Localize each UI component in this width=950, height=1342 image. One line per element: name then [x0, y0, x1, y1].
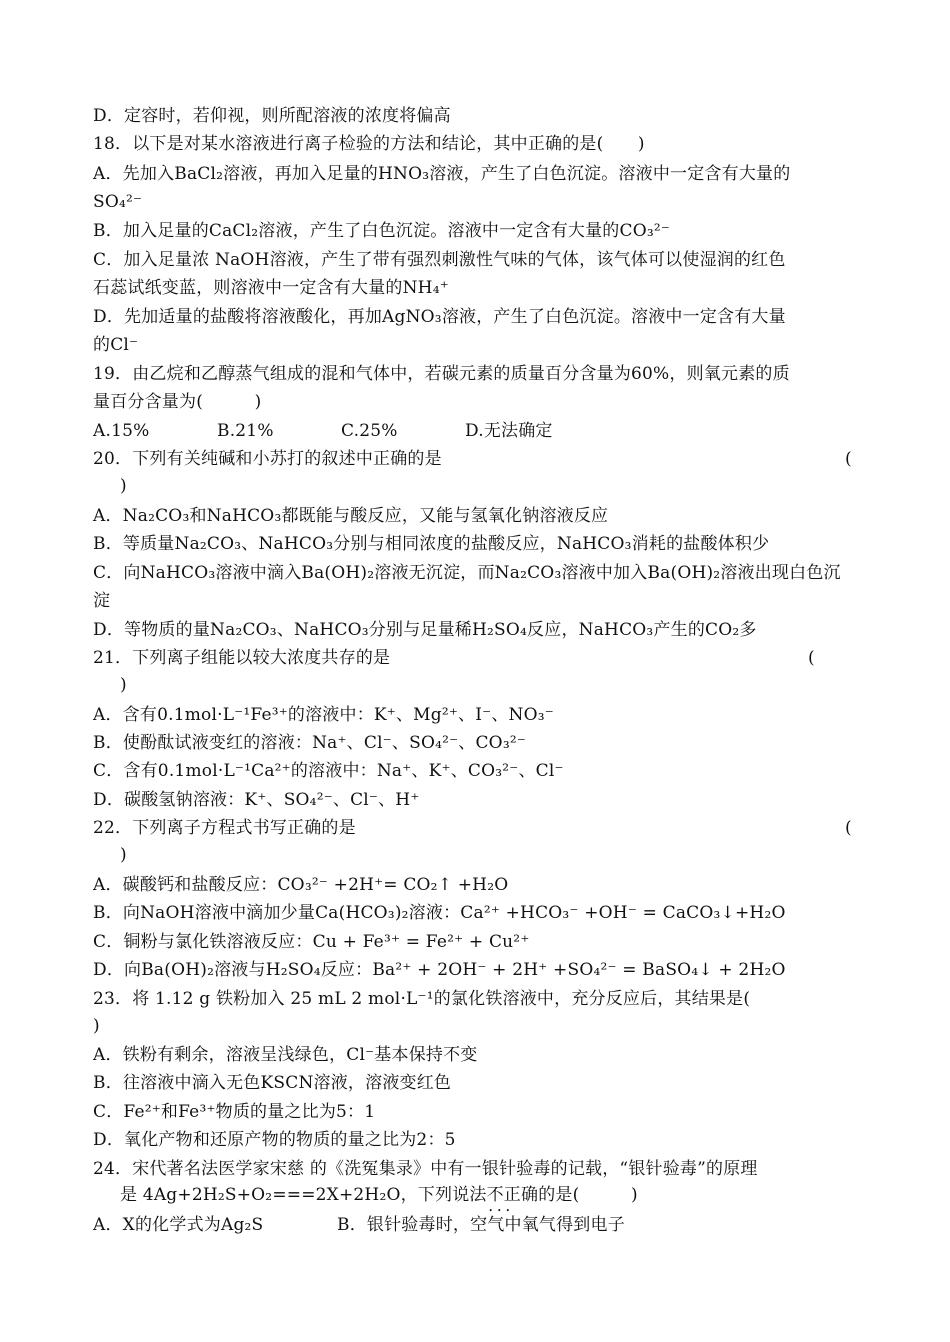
- option-18d-cont: 的Cl⁻: [93, 335, 139, 355]
- option-23d: D．氧化产物和还原产物的物质的量之比为2：5: [93, 1130, 456, 1150]
- answer-paren-open-22: (: [845, 818, 852, 838]
- option-18a-cont: SO₄²⁻: [93, 192, 143, 212]
- question-23: 23．将 1.12 g 铁粉加入 25 mL 2 mol·L⁻¹的氯化铁溶液中，充分反应后，其结果是(: [93, 989, 751, 1009]
- option-20d: D．等物质的量Na₂CO₃、NaHCO₃分别与足量稀H₂SO₄反应，NaHCO₃产生的CO₂多: [93, 620, 757, 640]
- choice-19b: B.21%: [217, 421, 274, 441]
- option-18b: B．加入足量的CaCl₂溶液，产生了白色沉淀。溶液中一定含有大量的CO₃²⁻: [93, 221, 671, 241]
- option-21a: A．含有0.1mol·L⁻¹Fe³⁺的溶液中：K⁺、Mg²⁺、I⁻、NO₃⁻: [93, 705, 554, 725]
- question-19: 19．由乙烷和乙醇蒸气组成的混和气体中，若碳元素的质量百分含量为60%，则氧元素的质: [93, 364, 790, 384]
- option-18a: A．先加入BaCl₂溶液，再加入足量的HNO₃溶液，产生了白色沉淀。溶液中一定含有大量的: [93, 164, 791, 184]
- answer-paren-close-22: ): [120, 845, 127, 865]
- option-20c: C．向NaHCO₃溶液中滴入Ba(OH)₂溶液无沉淀，而Na₂CO₃溶液中加入Ba(OH)₂溶液出现白色沉: [93, 563, 841, 583]
- choice-19d: D.无法确定: [465, 421, 553, 441]
- option-24a: A．X的化学式为Ag₂S: [93, 1215, 264, 1235]
- option-20c-cont: 淀: [93, 591, 111, 611]
- option-18c-cont: 石蕊试纸变蓝，则溶液中一定含有大量的NH₄⁺: [93, 278, 449, 298]
- option-24b: B．银针验毒时，空气中氧气得到电子: [337, 1215, 625, 1235]
- question-22: 22．下列离子方程式书写正确的是: [93, 818, 356, 838]
- question-24-equation: 是 4Ag+2H₂S+O₂===2X+2H₂O，下列说法: [120, 1185, 487, 1205]
- question-19-choices: [93, 420, 863, 442]
- emphasis-not-correct: 不正确 • • •: [487, 1185, 539, 1205]
- option-17d: D．定容时，若仰视，则所配溶液的浓度将偏高: [93, 106, 451, 126]
- question-18: 18．以下是对某水溶液进行离子检验的方法和结论，其中正确的是( ): [93, 134, 645, 154]
- option-18d: D．先加适量的盐酸将溶液酸化，再加AgNO₃溶液，产生了白色沉淀。溶液中一定含有大量: [93, 307, 786, 327]
- option-22d: D．向Ba(OH)₂溶液与H₂SO₄反应：Ba²⁺ + 2OH⁻ + 2H⁺ +SO₄²⁻ = BaSO₄↓ + 2H₂O: [93, 960, 786, 980]
- question-24-tail: 的是( ): [538, 1185, 638, 1205]
- question-23-cont: ): [93, 1016, 100, 1036]
- answer-paren-open-21: (: [808, 648, 815, 668]
- answer-paren-open-20: (: [845, 449, 852, 469]
- question-24-cont: [120, 1184, 890, 1206]
- option-20b: B．等质量Na₂CO₃、NaHCO₃分别与相同浓度的盐酸反应，NaHCO₃消耗的盐酸体积少: [93, 534, 770, 554]
- option-23a: A．铁粉有剩余，溶液呈浅绿色，Cl⁻基本保持不变: [93, 1045, 478, 1065]
- option-23b: B．往溶液中滴入无色KSCN溶液，溶液变红色: [93, 1073, 452, 1093]
- option-22a: A．碳酸钙和盐酸反应：CO₃²⁻ +2H⁺= CO₂↑ +H₂O: [93, 875, 509, 895]
- question-19-cont: 量百分含量为( ): [93, 392, 262, 412]
- option-22b: B．向NaOH溶液中滴加少量Ca(HCO₃)₂溶液：Ca²⁺ +HCO₃⁻ +OH⁻ = CaCO₃↓+H₂O: [93, 903, 786, 923]
- option-23c: C．Fe²⁺和Fe³⁺物质的量之比为5：1: [93, 1102, 376, 1122]
- question-21: 21．下列离子组能以较大浓度共存的是: [93, 648, 391, 668]
- option-22c: C．铜粉与氯化铁溶液反应：Cu + Fe³⁺ = Fe²⁺ + Cu²⁺: [93, 932, 530, 952]
- answer-paren-close-21: ): [120, 675, 127, 695]
- question-20: 20．下列有关纯碱和小苏打的叙述中正确的是: [93, 449, 442, 469]
- option-21c: C．含有0.1mol·L⁻¹Ca²⁺的溶液中：Na⁺、K⁺、CO₃²⁻、Cl⁻: [93, 761, 564, 781]
- option-18c: C．加入足量浓 NaOH溶液，产生了带有强烈刺激性气味的气体，该气体可以使湿润的红色: [93, 250, 786, 270]
- option-21b: B．使酚酞试液变红的溶液：Na⁺、Cl⁻、SO₄²⁻、CO₃²⁻: [93, 733, 527, 753]
- answer-paren-close-20: ): [120, 476, 127, 496]
- option-20a: A．Na₂CO₃和NaHCO₃都既能与酸反应，又能与氢氧化钠溶液反应: [93, 506, 609, 526]
- question-24: 24．宋代著名法医学家宋慈 的《洗冤集录》中有一银针验毒的记载，“银针验毒”的原理: [93, 1159, 758, 1179]
- choice-19c: C.25%: [341, 421, 398, 441]
- option-21d: D．碳酸氢钠溶液：K⁺、SO₄²⁻、Cl⁻、H⁺: [93, 790, 420, 810]
- choice-19a: A.15%: [93, 421, 150, 441]
- question-24-choices: [93, 1214, 863, 1236]
